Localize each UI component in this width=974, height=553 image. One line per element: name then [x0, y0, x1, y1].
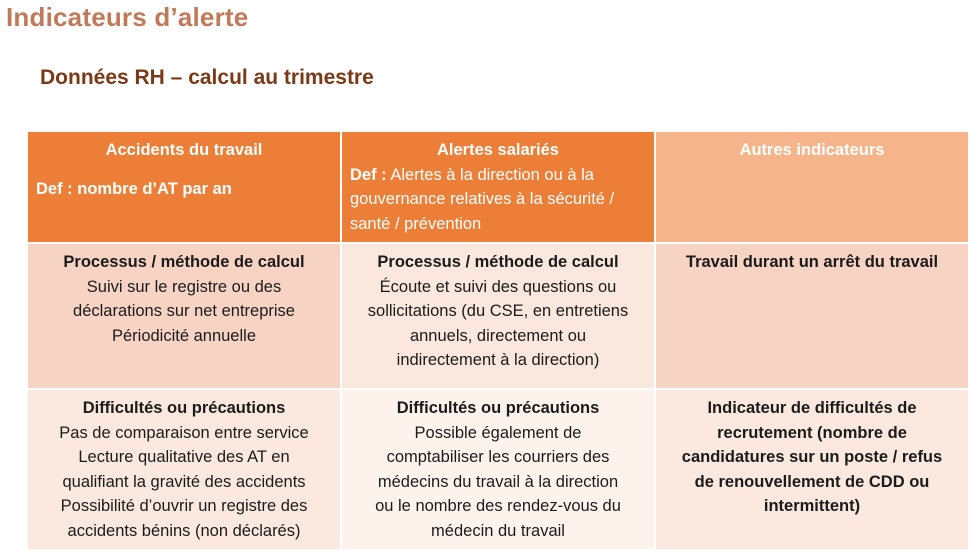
cell-process-autres — [655, 243, 969, 389]
cell-line: Possibilité d’ouvrir un registre des — [60, 497, 308, 515]
cell-line: sollicitations (du CSE, en entretiens — [367, 302, 629, 320]
cell-difficulties-alertes — [341, 389, 655, 550]
cell-line: indirectement à la direction) — [396, 351, 600, 369]
cell-heading: Difficultés ou précautions — [396, 399, 600, 417]
cell-line: médecin du travail — [431, 521, 565, 540]
header-accidents-def: Def : nombre d’AT par an — [36, 179, 232, 198]
header-alertes-def — [350, 163, 646, 237]
cell-difficulties-autres — [655, 389, 969, 550]
cell-line: annuels, directement ou — [409, 326, 587, 345]
cell-line: médecins du travail à la direction — [377, 472, 619, 491]
cell-line: Indicateur de difficultés de — [707, 399, 917, 417]
cell-line: recrutement (nombre de — [717, 423, 907, 442]
cell-heading: Difficultés ou précautions — [82, 399, 286, 417]
cell-line: Suivi sur le registre ou des — [86, 277, 282, 296]
cell-heading: Travail durant un arrêt du travail — [685, 253, 939, 271]
cell-line: ou le nombre des rendez-vous du — [375, 497, 621, 515]
cell-line: qualifiant la gravité des accidents — [62, 472, 306, 491]
cell-heading: Processus / méthode de calcul — [377, 253, 619, 271]
header-alertes-def-text: Alertes à la direction ou à la gouvernance relatives à la sécurité / santé / prévention — [350, 165, 615, 233]
cell-line: Possible également de — [414, 423, 582, 442]
cell-difficulties-accidents — [27, 389, 341, 550]
cell-line: Écoute et suivi des questions ou — [379, 277, 617, 296]
header-alertes-def-label: Def : — [350, 165, 387, 184]
table-header-row — [27, 131, 969, 243]
cell-line: comptabiliser les courriers des — [386, 448, 610, 466]
cell-process-accidents — [27, 243, 341, 389]
cell-line: Lecture qualitative des AT en — [78, 448, 290, 466]
indicators-table — [26, 130, 970, 551]
cell-line: Périodicité annuelle — [111, 326, 256, 345]
cell-heading: Processus / méthode de calcul — [63, 253, 305, 271]
spacer — [36, 163, 332, 177]
cell-process-alertes — [341, 243, 655, 389]
cell-line: accidents bénins (non déclarés) — [67, 521, 301, 540]
page-title: Indicateurs d’alerte — [6, 2, 249, 32]
cell-line: intermittent) — [763, 497, 861, 515]
header-autres-title: Autres indicateurs — [739, 141, 885, 159]
header-alertes-title: Alertes salariés — [436, 141, 559, 159]
cell-line: déclarations sur net entreprise — [73, 302, 295, 320]
cell-line: de renouvellement de CDD ou — [694, 472, 930, 491]
page-subtitle: Données RH – calcul au trimestre — [40, 66, 374, 89]
table-row-process — [27, 243, 969, 389]
header-alertes — [341, 131, 655, 243]
header-accidents — [27, 131, 341, 243]
header-accidents-title: Accidents du travail — [105, 141, 263, 159]
table-row-difficulties — [27, 389, 969, 550]
cell-line: Pas de comparaison entre service — [59, 423, 309, 442]
header-autres — [655, 131, 969, 243]
cell-line: candidatures sur un poste / refus — [681, 448, 943, 466]
